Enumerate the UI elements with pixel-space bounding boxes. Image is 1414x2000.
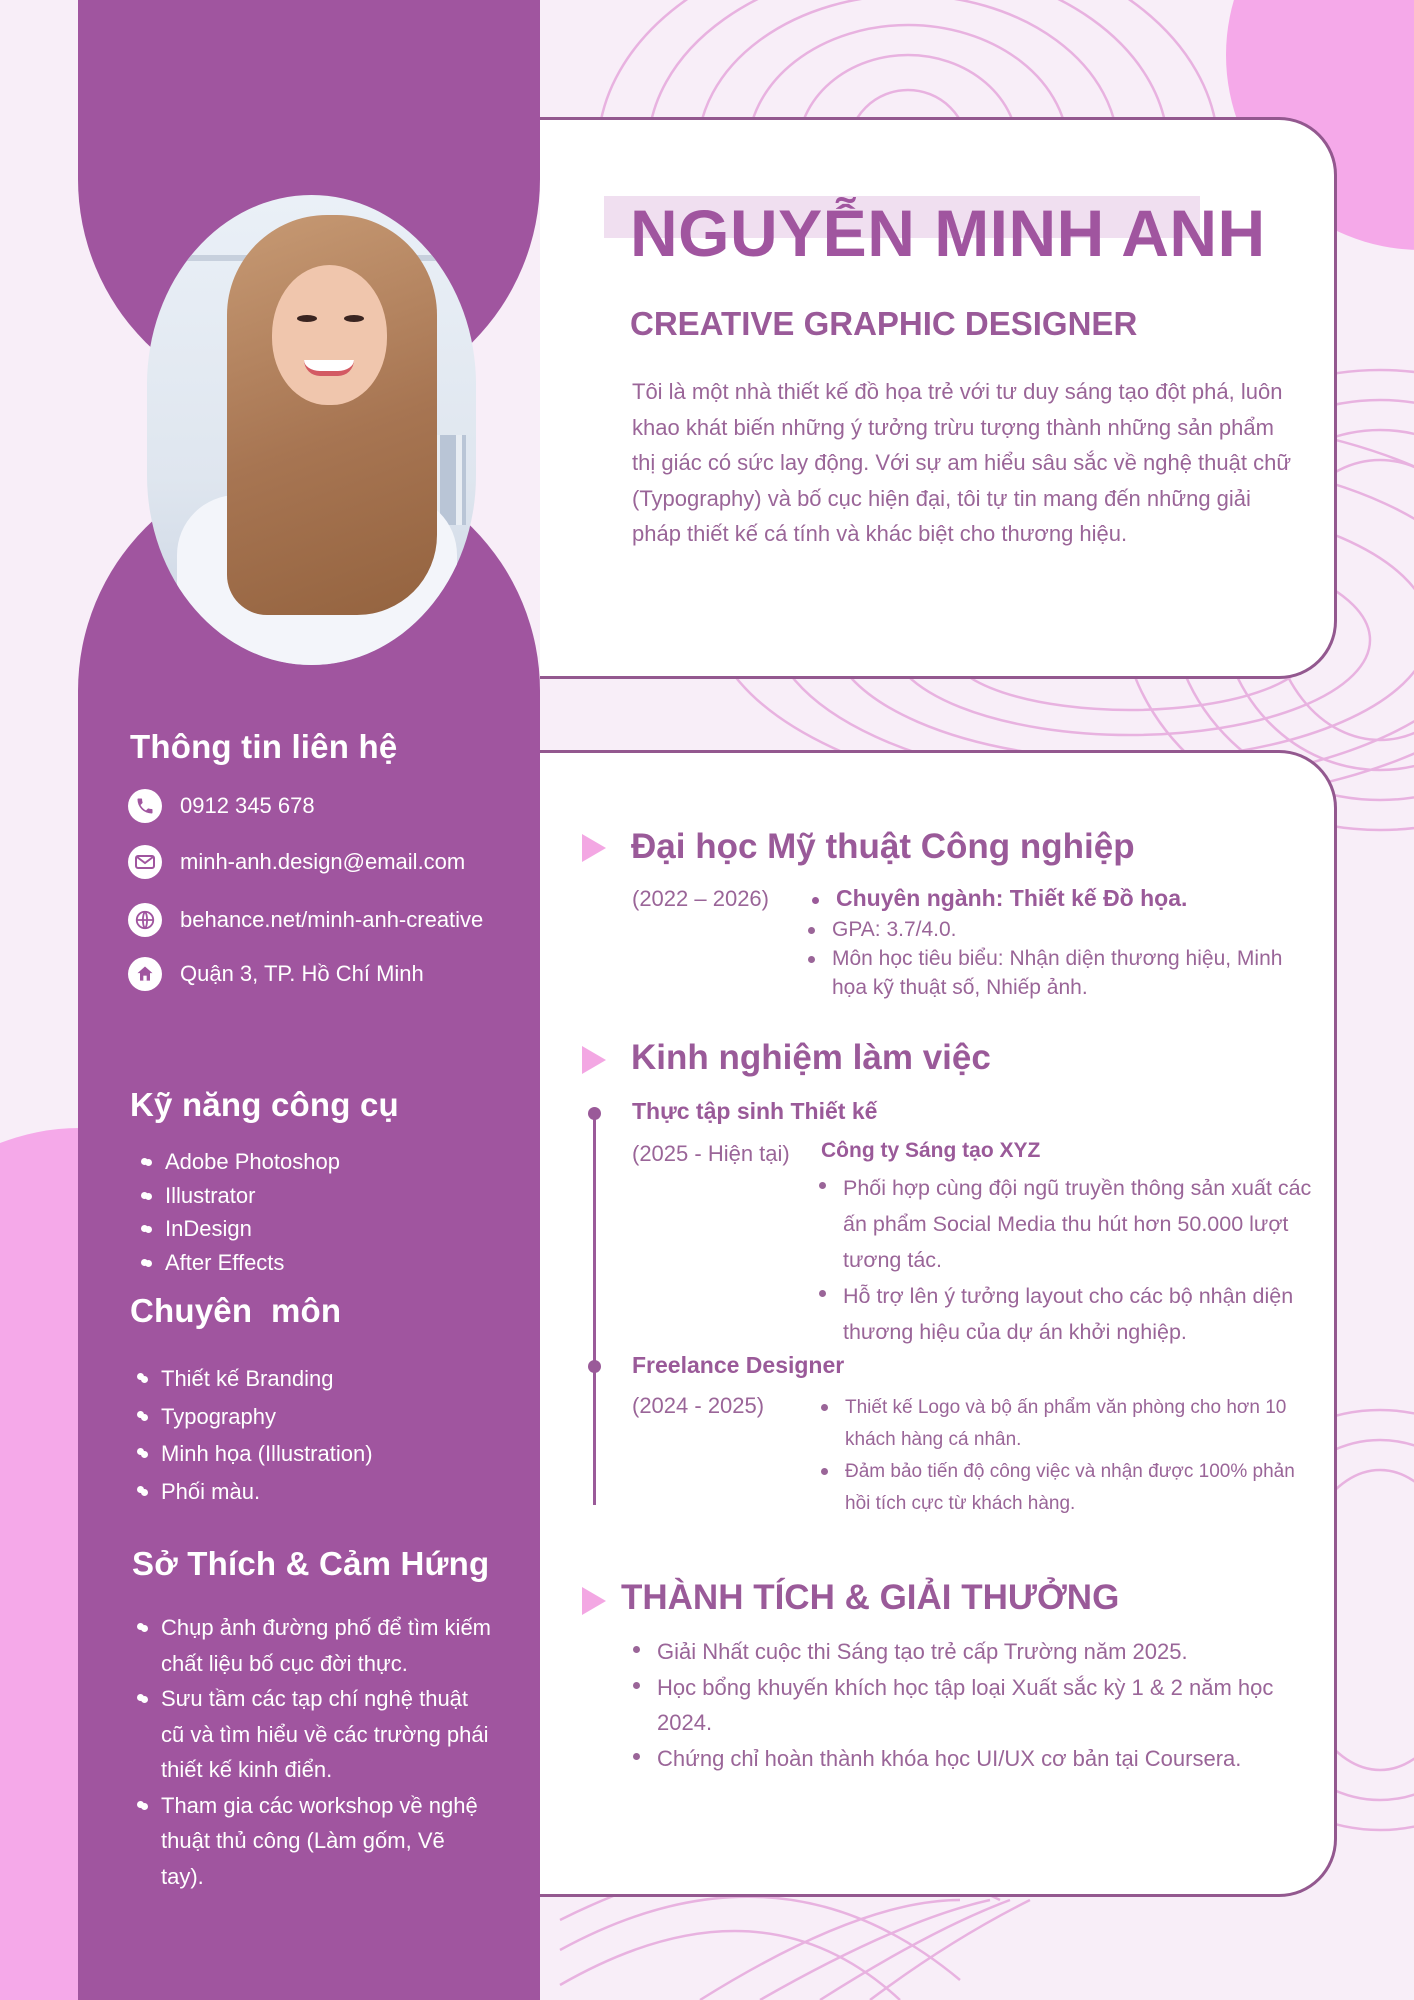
globe-icon [128,903,162,937]
list-item: • Thiết kế Branding [161,1360,373,1398]
tools-list [165,1145,340,1279]
section-arrow-icon [582,834,606,862]
education-list [832,915,1302,1002]
job-period: (2025 - Hiện tại) [632,1141,790,1166]
contact-heading: Thông tin liên hệ [130,728,398,765]
list-item: Hỗ trợ lên ý tưởng layout cho các bộ nhận diện thương hiệu của dự án khởi nghiệp. [843,1278,1313,1350]
hobbies-heading: Sở Thích & Cảm Hứng [132,1545,490,1582]
contact-address: Quận 3, TP. Hồ Chí Minh [128,957,424,991]
job-position: Freelance Designer [632,1352,845,1378]
expertise-list [161,1360,373,1510]
home-icon [128,957,162,991]
profile-photo [147,195,476,665]
section-arrow-icon [582,1046,606,1074]
contact-email: minh-anh.design@email.com [128,845,465,879]
education-period: (2022 – 2026) [632,886,769,911]
job-position: Thực tập sinh Thiết kế [632,1098,878,1124]
contact-phone: 0912 345 678 [128,789,315,823]
list-item: Môn học tiêu biểu: Nhận diện thương hiệu, Minh họa kỹ thuật số, Nhiếp ảnh. [832,944,1302,1002]
awards-list [657,1634,1287,1776]
job-title: CREATIVE GRAPHIC DESIGNER [630,305,1138,342]
email-icon [128,845,162,879]
list-item: • Minh họa (Illustration) [161,1435,373,1473]
list-item: • Adobe Photoshop [165,1145,340,1179]
experience-title: Kinh nghiệm làm việc [631,1038,991,1077]
list-item: • Chụp ảnh đường phố để tìm kiếm chất liệu bố cục đời thực. [161,1610,491,1681]
list-item: Phối hợp cùng đội ngũ truyền thông sản xuất các ấn phẩm Social Media thu hút hơn 50.000 lượt tương tác. [843,1170,1313,1278]
list-item: • Illustrator [165,1179,340,1213]
job-duties [845,1392,1305,1520]
education-title: Đại học Mỹ thuật Công nghiệp [631,827,1135,866]
job-company: Công ty Sáng tạo XYZ [821,1139,1041,1162]
timeline-dot [588,1107,601,1120]
education-major: Chuyên ngành: Thiết kế Đồ họa. [836,885,1188,911]
phone-icon [128,789,162,823]
tools-heading: Kỹ năng công cụ [130,1086,399,1123]
contact-website: behance.net/minh-anh-creative [128,903,483,937]
hobbies-list [161,1610,491,1894]
list-item: GPA: 3.7/4.0. [832,915,1302,944]
list-item: Thiết kế Logo và bộ ấn phẩm văn phòng cho hơn 10 khách hàng cá nhân. [845,1392,1305,1456]
awards-title: THÀNH TÍCH & GIẢI THƯỞNG [621,1578,1120,1617]
section-arrow-icon [582,1587,606,1615]
list-item: • Phối màu. [161,1473,373,1511]
list-item: • Typography [161,1398,373,1436]
list-item: Học bổng khuyến khích học tập loại Xuất sắc kỳ 1 & 2 năm học 2024. [657,1670,1287,1741]
summary: Tôi là một nhà thiết kế đồ họa trẻ với tư duy sáng tạo đột phá, luôn khao khát biến những ý tưởng trừu tượng thành những sản phẩm thị giác có sức lay động. Với sự am hiểu sâu sắc về nghệ thuật chữ (Typography) và bố cục hiện đại, tôi tự tin mang đến những giải pháp thiết kế cá tính và khác biệt cho thương hiệu. [632,379,1292,547]
list-item: • InDesign [165,1212,340,1246]
list-item: • After Effects [165,1246,340,1280]
list-item: Giải Nhất cuộc thi Sáng tạo trẻ cấp Trường năm 2025. [657,1634,1287,1670]
list-item: Chứng chỉ hoàn thành khóa học UI/UX cơ bản tại Coursera. [657,1741,1287,1777]
timeline-dot [588,1360,601,1373]
list-item: • Tham gia các workshop về nghệ thuật thủ công (Làm gốm, Vẽ tay). [161,1788,491,1895]
job-duties [843,1170,1313,1350]
job-period: (2024 - 2025) [632,1393,765,1418]
list-item: • Sưu tầm các tạp chí nghệ thuật cũ và tìm hiểu về các trường phái thiết kế kinh điển. [161,1681,491,1788]
full-name: NGUYỄN MINH ANH [630,196,1266,270]
list-item: Đảm bảo tiến độ công việc và nhận được 100% phản hồi tích cực từ khách hàng. [845,1456,1305,1520]
expertise-heading: Chuyên môn [130,1292,342,1329]
bullet [812,897,819,904]
timeline-line [593,1113,596,1505]
